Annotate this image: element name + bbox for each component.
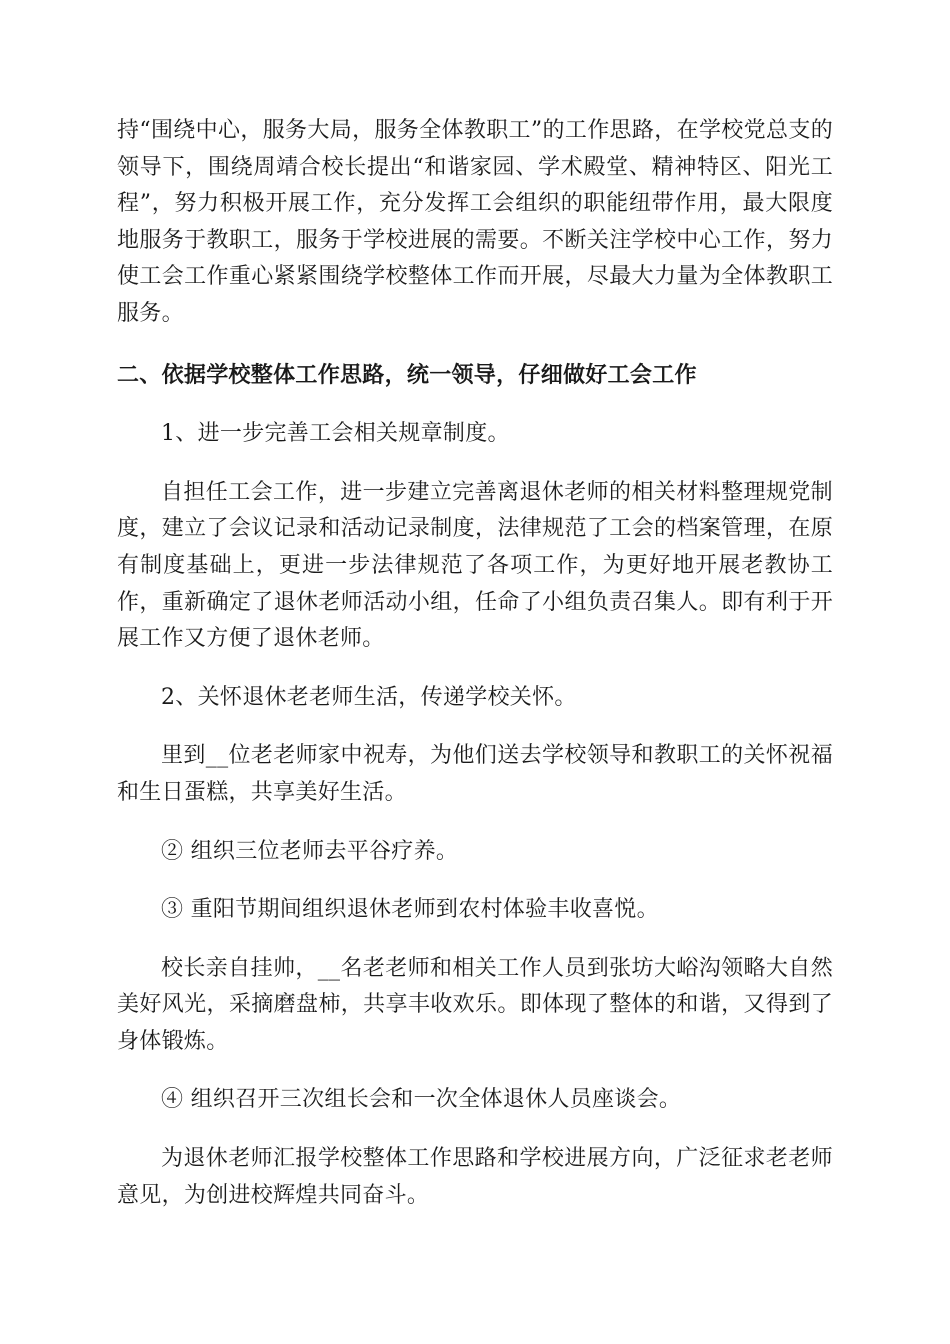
item-2-sub-4: ④ 组织召开三次组长会和一次全体退休人员座谈会。 (161, 1087, 682, 1113)
item-1-paragraph: 自担任工会工作，进一步建立完善离退休老师的相关材料整理规党制度，建立了会议记录和活动记录制度，法律规范了工会的档案管理，在原有制度基础上，更进一步法律规范了各项工作，为更好地开展老教协工作，重新确定了退休老师活动小组，任命了小组负责召集人。即有利于开展工作又方便了退休老师。 (117, 479, 833, 652)
item-2-sub-3-paragraph: 校长亲自挂帅，__名老老师和相关工作人员到张坊大峪沟领略大自然美好风光，采摘磨盘柿，共享丰收欢乐。即体现了整体的和谐，又得到了身体锻炼。 (117, 955, 833, 1054)
item-2-paragraph: 里到__位老老师家中祝寿，为他们送去学校领导和教职工的关怀祝福和生日蛋糕，共享美好生活。 (117, 743, 833, 805)
item-2-sub-2: ② 组织三位老师去平谷疗养。 (161, 838, 459, 864)
item-2-title: 2、关怀退休老老师生活，传递学校关怀。 (161, 684, 577, 710)
intro-paragraph: 持“围绕中心，服务大局，服务全体教职工”的工作思路，在学校党总支的领导下，围绕周靖合校长提出“和谐家园、学术殿堂、精神特区、阳光工程”，努力积极开展工作，充分发挥工会组织的职能纽带作用，最大限度地服务于教职工，服务于学校进展的需要。不断关注学校中心工作，努力使工会工作重心紧紧围绕学校整体工作而开展，尽最大力量为全体教职工服务。 (117, 118, 833, 326)
item-2-sub-3: ③ 重阳节期间组织退休老师到农村体验丰收喜悦。 (161, 897, 659, 923)
document-body (117, 113, 833, 1214)
item-2-sub-4-paragraph: 为退休老师汇报学校整体工作思路和学校进展方向，广泛征求老老师意见，为创进校辉煌共同奋斗。 (117, 1146, 833, 1208)
item-1-title: 1、进一步完善工会相关规章制度。 (161, 421, 510, 447)
section-heading: 二、依据学校整体工作思路，统一领导，仔细做好工会工作 (117, 362, 697, 388)
